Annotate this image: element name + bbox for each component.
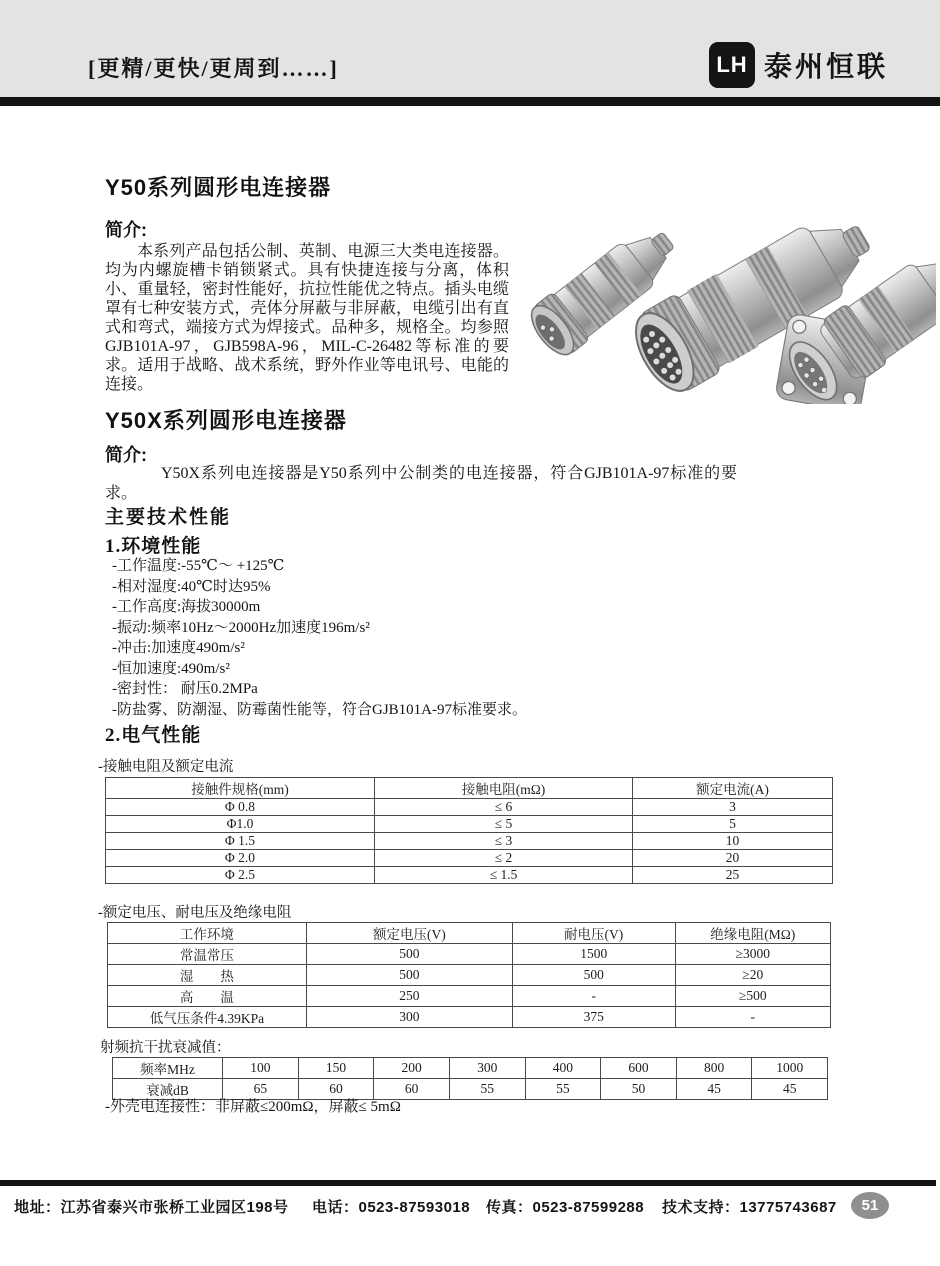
product-photo — [512, 202, 936, 404]
table-row — [108, 944, 831, 965]
table-cell: 100 — [223, 1058, 299, 1079]
company-logo — [709, 42, 888, 88]
table-row — [106, 833, 833, 850]
brand-name: 泰州恒联 — [763, 51, 888, 82]
table-header-cell: 耐电压(V) — [512, 923, 675, 944]
env-item: -振动:频率10Hz～2000Hz加速度196m/s² — [112, 619, 370, 636]
table-cell: ≤ 1.5 — [374, 867, 632, 884]
table-cell: 250 — [306, 986, 512, 1007]
table-header-cell: 绝缘电阻(MΩ) — [675, 923, 830, 944]
table-row — [108, 986, 831, 1007]
env-item: -冲击:加速度490m/s² — [112, 640, 245, 656]
y50-intro-label: 简介: — [105, 220, 147, 240]
table-header-cell: 接触件规格(mm) — [106, 778, 375, 799]
table-cell: 低气压条件4.39KPa — [108, 1007, 307, 1028]
table-header-cell: 额定电压(V) — [306, 923, 512, 944]
table-cell: ≥500 — [675, 986, 830, 1007]
footer-rule — [0, 1180, 936, 1186]
y50x-intro-label: 简介: — [105, 445, 147, 465]
header-rule — [0, 97, 940, 106]
table-cell: 3 — [633, 799, 833, 816]
env-item: -防盐雾、防潮湿、防霉菌性能等，符合GJB101A-97标准要求。 — [112, 701, 527, 718]
table-cell: 65 — [223, 1079, 299, 1100]
y50-series-title: Y50系列圆形电连接器 — [105, 175, 332, 200]
table-cell: 湿 热 — [108, 965, 307, 986]
table-cell: 150 — [298, 1058, 374, 1079]
table-cell: 55 — [525, 1079, 601, 1100]
table-header-row — [108, 923, 831, 944]
table-cell: ≤ 3 — [374, 833, 632, 850]
rf-attenuation-table — [112, 1057, 828, 1100]
footer-fax: 传真：0523-87599288 — [486, 1199, 645, 1216]
table-cell: Φ 0.8 — [106, 799, 375, 816]
table-cell: 300 — [306, 1007, 512, 1028]
page-number-badge: 51 — [851, 1192, 889, 1219]
table-row — [106, 850, 833, 867]
table-header-cell: 接触电阻(mΩ) — [374, 778, 632, 799]
table-row — [106, 867, 833, 884]
table-cell: 45 — [676, 1079, 752, 1100]
table-cell: 600 — [601, 1058, 677, 1079]
table-cell: 常温常压 — [108, 944, 307, 965]
y50x-intro-paragraph: Y50X系列电连接器是Y50系列中公制类的电连接器，符合GJB101A-97标准的要求。 — [105, 465, 737, 502]
tech-heading: 主要技术性能 — [105, 507, 232, 528]
rf-table-label: 射频抗干扰衰减值： — [100, 1040, 231, 1056]
table-header-cell: 工作环境 — [108, 923, 307, 944]
table-cell: 1500 — [512, 944, 675, 965]
logo-monogram-icon: LH — [709, 42, 755, 88]
table-cell: Φ 2.0 — [106, 850, 375, 867]
table-row — [108, 965, 831, 986]
table-row — [106, 816, 833, 833]
table-cell: 60 — [374, 1079, 450, 1100]
table-cell: Φ1.0 — [106, 816, 375, 833]
table-cell: 200 — [374, 1058, 450, 1079]
table-cell: ≤ 2 — [374, 850, 632, 867]
table-cell: ≥20 — [675, 965, 830, 986]
env-item: -相对湿度:40℃时达95% — [112, 578, 271, 595]
table-cell: 45 — [752, 1079, 828, 1100]
table-cell: 50 — [601, 1079, 677, 1100]
table-cell: 60 — [298, 1079, 374, 1100]
table-cell: - — [675, 1007, 830, 1028]
table-row — [106, 799, 833, 816]
table-cell: Φ 2.5 — [106, 867, 375, 884]
footer-phone: 电话：0523-87593018 — [312, 1199, 471, 1216]
table-cell: 375 — [512, 1007, 675, 1028]
env-item: -密封性： 耐压0.2MPa — [112, 681, 258, 697]
header-band — [0, 0, 940, 97]
table-cell: 55 — [449, 1079, 525, 1100]
table-header-row — [106, 778, 833, 799]
contact-table-label: -接触电阻及额定电流 — [98, 759, 234, 775]
footer — [0, 1196, 940, 1220]
table-cell: 400 — [525, 1058, 601, 1079]
table-cell: 300 — [449, 1058, 525, 1079]
env-item: -工作温度:-55℃～ +125℃ — [112, 558, 285, 574]
footer-address: 地址：江苏省泰兴市张桥工业园区198号 — [14, 1199, 289, 1216]
table-cell: 800 — [676, 1058, 752, 1079]
contact-resistance-table — [105, 777, 833, 884]
table-header-cell: 额定电流(A) — [633, 778, 833, 799]
table-cell: ≤ 5 — [374, 816, 632, 833]
table-cell: 500 — [306, 944, 512, 965]
voltage-insulation-table — [107, 922, 831, 1028]
table-cell: 10 — [633, 833, 833, 850]
table-cell: 频率MHz — [113, 1058, 223, 1079]
elec-heading: 2.电气性能 — [105, 725, 202, 746]
table-cell: 500 — [512, 965, 675, 986]
table-cell: Φ 1.5 — [106, 833, 375, 850]
table-cell: ≤ 6 — [374, 799, 632, 816]
table-cell: ≥3000 — [675, 944, 830, 965]
env-item: -恒加速度:490m/s² — [112, 660, 230, 677]
voltage-table-label: -额定电压、耐电压及绝缘电阻 — [98, 905, 292, 921]
table-row — [113, 1058, 828, 1079]
table-cell: 25 — [633, 867, 833, 884]
env-performance-list — [112, 556, 527, 720]
table-cell: 1000 — [752, 1058, 828, 1079]
table-cell: 衰减dB — [113, 1079, 223, 1100]
table-row — [108, 1007, 831, 1028]
table-cell: 5 — [633, 816, 833, 833]
header-slogan: [更精/更快/更周到……] — [88, 56, 339, 81]
shell-continuity-note: -外壳电连接性：非屏蔽≤200mΩ，屏蔽≤ 5mΩ — [105, 1099, 401, 1115]
table-cell: 高 温 — [108, 986, 307, 1007]
y50x-series-title: Y50X系列圆形电连接器 — [105, 408, 347, 433]
env-heading: 1.环境性能 — [105, 536, 202, 557]
y50-intro-paragraph: 本系列产品包括公制、英制、电源三大类电连接器。均为内螺旋槽卡销锁紧式。具有快捷连接与分离，体积小、重量轻，密封性能好，抗拉性能优之特点。插头电缆罩有七种安装方式，壳体分屏蔽与非屏蔽，电缆引出有直式和弯式，端接方式为焊接式。品种多，规格全。均参照GJB101A-97，GJB598A-96，MIL-C-26482等标准的要求。适用于战略、战术系统，野外作业等电讯号、电能的连接。 — [105, 243, 509, 393]
footer-support: 技术支持：13775743687 — [662, 1199, 837, 1216]
env-item: -工作高度:海拔30000m — [112, 599, 261, 615]
table-cell: - — [512, 986, 675, 1007]
table-cell: 20 — [633, 850, 833, 867]
table-cell: 500 — [306, 965, 512, 986]
